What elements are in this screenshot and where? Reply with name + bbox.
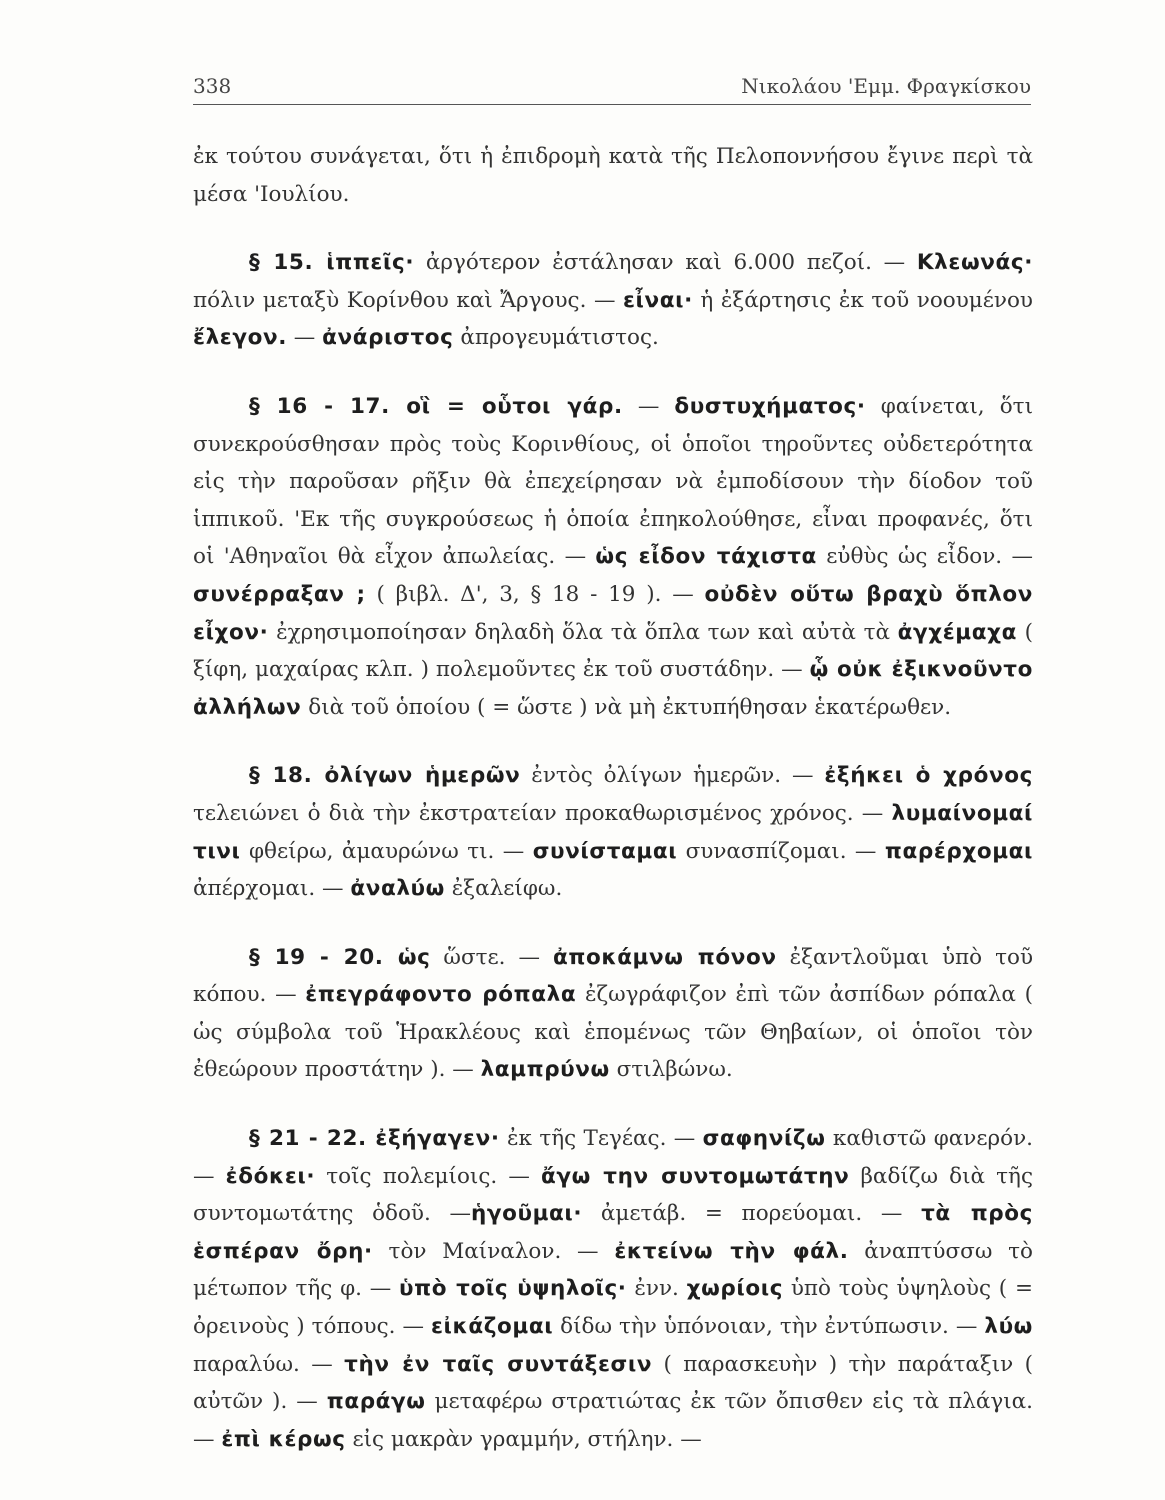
headword: ἐξήκει ὁ χρόνος bbox=[824, 763, 1033, 789]
headword: χωρίοις bbox=[686, 1276, 784, 1302]
paragraph-section-15 bbox=[193, 244, 1033, 357]
headword: ἀγχέμαχα bbox=[897, 619, 1017, 645]
gloss-text: καθιστῶ φανερόν. — bbox=[193, 1126, 1033, 1189]
headword: ἀνάριστος bbox=[322, 325, 454, 351]
headword: εἰκάζομαι bbox=[430, 1314, 554, 1340]
gloss-text: ( ξίφη, μαχαίρας κλπ. ) πολεμοῦντες ἐκ τοῦ συστάδην. — bbox=[193, 619, 1033, 683]
headword: ἄγω την συντομωτάτην bbox=[540, 1163, 850, 1189]
headword: ἱππεῖς· bbox=[326, 250, 415, 276]
headword: παράγω bbox=[326, 1389, 426, 1415]
headword: § 18. bbox=[249, 763, 325, 789]
gloss-text: εἰς μακρὰν γραμμήν, στήλην. — bbox=[345, 1426, 702, 1452]
gloss-text: δίδω τὴν ὑπόνοιαν, τὴν ἐντύπωσιν. — bbox=[553, 1314, 985, 1340]
gloss-text: παραλύω. — bbox=[193, 1351, 345, 1377]
gloss-text: πόλιν μεταξὺ Κορίνθου καὶ Ἄργους. — bbox=[193, 287, 623, 313]
gloss-text: ἐξαντλοῦμαι ὑπὸ τοῦ κόπου. — bbox=[193, 944, 1034, 1008]
gloss-text: φαίνεται, ὅτι συνεκρούσθησαν πρὸς τοὺς Κορινθίους, οἱ ὁποῖοι τηροῦντες οὐδετερότητα εἰς τὴν παροῦσαν ρῆξιν θὰ ἐπεχείρησαν νὰ ἐμποδίσουν τὴν δίοδον τοῦ ἱππικοῦ. 'Εκ τῆς συγκρούσεως ἡ ὁποία ἐπηκολούθησε, εἶναι προφανές, ὅτι οἱ 'Αθηναῖοι θὰ εἶχον ἀπωλείας. — bbox=[193, 393, 1034, 570]
gloss-text: — bbox=[622, 393, 675, 419]
gloss-text: ( παρασκευὴν ) τὴν παράταξιν ( αὐτῶν ). — bbox=[193, 1351, 1033, 1415]
headword: ὡς εἶδον τάχιστα bbox=[595, 544, 817, 570]
gloss-text: ὥστε. — bbox=[430, 944, 553, 970]
headword: οὐδὲν οὕτω βραχὺ ὅπλον εἶχον· bbox=[193, 581, 1034, 645]
gloss-text: διὰ τοῦ ὁποίου ( = ὥστε ) νὰ μὴ ἐκτυπήθησαν ἑκατέρωθεν. bbox=[301, 694, 952, 720]
gloss-text: ἐζωγράφιζον ἐπὶ τῶν ἀσπίδων ρόπαλα ( ὡς σύμβολα τοῦ Ἡρακλέους καὶ ἑπομένως τῶν Θηβαίων, οἱ ὁποῖοι τὸν ἐθεώρουν προστάτην ). — bbox=[193, 982, 1034, 1083]
headword: § 19 - 20. bbox=[249, 944, 398, 970]
headword: ἐκτείνω τὴν φάλ. bbox=[614, 1238, 849, 1264]
gloss-text: φθείρω, ἀμαυρώνω τι. — bbox=[240, 838, 533, 864]
gloss-text: ἀργότερον ἐστάλησαν καὶ 6.000 πεζοί. — bbox=[414, 250, 917, 276]
headword: λαμπρύνω bbox=[480, 1057, 610, 1083]
headword: οἳ = οὗτοι γάρ. bbox=[406, 393, 623, 419]
paragraph-section-21-22 bbox=[193, 1120, 1033, 1458]
gloss-text: ἀναπτύσσω τὸ μέτωπον τῆς φ. — bbox=[193, 1238, 1033, 1302]
gloss-text: συνασπίζομαι. — bbox=[677, 838, 885, 864]
gloss-text: ἐντὸς ὀλίγων ἡμερῶν. — bbox=[520, 763, 825, 789]
headword: συνέρραξαν ; bbox=[193, 581, 366, 607]
headword: ἔλεγον. bbox=[193, 325, 287, 351]
gloss-text: ἐκ τούτου συνάγεται, ὅτι ἡ ἐπιδρομὴ κατὰ τῆς Πελοποννήσου ἔγινε περὶ τὰ μέσα 'Ιουλίου. bbox=[193, 144, 1033, 207]
gloss-text: ἡ ἐξάρτησις ἐκ τοῦ νοουμένου bbox=[692, 287, 1033, 313]
gloss-text: ἀμετάβ. = πορεύομαι. — bbox=[582, 1201, 922, 1227]
headword: ἐδόκει· bbox=[225, 1163, 316, 1189]
headword: ἀποκάμνω πόνον bbox=[552, 944, 777, 970]
page-header bbox=[193, 74, 1031, 105]
headword: ὀλίγων ἡμερῶν bbox=[324, 763, 521, 789]
gloss-text: ἐξαλείφω. bbox=[444, 876, 563, 902]
headword: ἐπὶ κέρως bbox=[221, 1426, 346, 1452]
headword: λυμαίνομαί τινι bbox=[193, 800, 1033, 864]
paragraph-1 bbox=[193, 138, 1033, 213]
headword: ᾧ οὐκ ἐξικνοῦντο ἀλλήλων bbox=[193, 657, 1033, 720]
headword: ὡς bbox=[397, 944, 431, 970]
paragraph-section-16-17 bbox=[193, 388, 1033, 726]
gloss-text: τοῖς πολεμίοις. — bbox=[315, 1163, 541, 1189]
headword: § 16 - 17. bbox=[249, 393, 407, 419]
gloss-text: εὐθὺς ὡς εἶδον. — bbox=[816, 544, 1033, 570]
gloss-text: τὸν Μαίναλον. — bbox=[372, 1238, 615, 1264]
headword: ἡγοῦμαι· bbox=[471, 1201, 583, 1227]
headword: § 15. bbox=[249, 250, 327, 276]
headword: συνίσταμαι bbox=[532, 838, 678, 864]
gloss-text: ἀπέρχομαι. — bbox=[193, 876, 351, 902]
headword: § 21 - 22. bbox=[249, 1126, 376, 1152]
page-body bbox=[193, 138, 1033, 1458]
gloss-text: — bbox=[286, 325, 323, 351]
headword: ἐξήγαγεν· bbox=[375, 1126, 500, 1152]
page-number: 338 bbox=[193, 74, 232, 98]
gloss-text: ἐχρησιμοποίησαν δηλαδὴ ὅλα τὰ ὅπλα των καὶ αὐτὰ τὰ bbox=[268, 619, 898, 645]
paragraph-section-19-20 bbox=[193, 939, 1033, 1089]
gloss-text: ἐκ τῆς Τεγέας. — bbox=[499, 1126, 703, 1152]
gloss-text: βαδίζω διὰ τῆς συντομωτάτης ὁδοῦ. — bbox=[193, 1163, 1033, 1227]
headword: δυστυχήματος· bbox=[674, 393, 866, 419]
headword: σαφηνίζω bbox=[702, 1126, 826, 1152]
gloss-text: ὑπὸ τοὺς ὑψηλοὺς ( = ὀρεινοὺς ) τόπους. — bbox=[193, 1276, 1033, 1340]
headword: εἶναι· bbox=[622, 287, 693, 313]
paragraph-section-18 bbox=[193, 757, 1033, 907]
gloss-text: ἀπρογευμάτιστος. bbox=[453, 325, 659, 351]
gloss-text: μεταφέρω στρατιώτας ἐκ τῶν ὄπισθεν εἰς τὰ πλάγια. — bbox=[193, 1389, 1033, 1452]
gloss-text: στιλβώνω. bbox=[609, 1057, 733, 1083]
headword: παρέρχομαι bbox=[884, 838, 1033, 864]
gloss-text: ( βιβλ. Δ', 3, § 18 - 19 ). — bbox=[365, 581, 705, 607]
headword: λύω bbox=[984, 1314, 1033, 1340]
headword: τὰ πρὸς ἑσπέραν ὄρη· bbox=[193, 1201, 1034, 1264]
headword: Κλεωνάς· bbox=[916, 250, 1033, 276]
headword: τὴν ἐν ταῖς συντάξεσιν bbox=[344, 1351, 653, 1377]
headword: ἀναλύω bbox=[350, 876, 445, 902]
headword: ὑπὸ τοῖς ὑψηλοῖς· bbox=[399, 1276, 627, 1302]
running-title: Νικολάου 'Εμμ. Φραγκίσκου bbox=[741, 74, 1031, 98]
headword: ἐπεγράφοντο ρόπαλα bbox=[305, 982, 577, 1008]
gloss-text: ἐνν. bbox=[626, 1276, 687, 1302]
gloss-text: τελειώνει ὁ διὰ τὴν ἐκστρατείαν προκαθωρισμένος χρόνος. — bbox=[193, 800, 892, 826]
